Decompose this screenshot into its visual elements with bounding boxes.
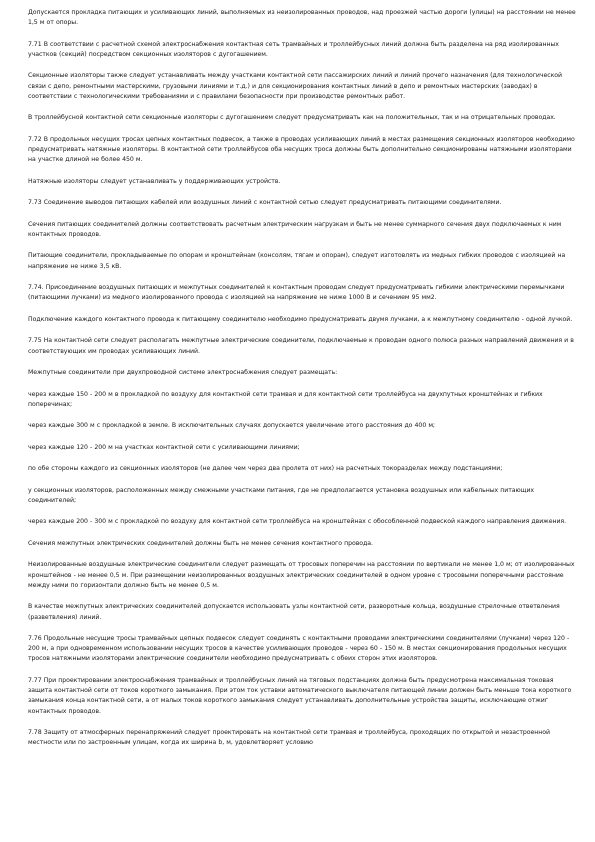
paragraph: через каждые 300 м с прокладкой в земле. В исключительных случаях допускается увеличение этого расстояния до 400 м; xyxy=(28,422,435,430)
paragraph: у секционных изоляторов, расположенных между смежными участками питания, где не предполагается установка воздушных или кабельных питающих соединителей; xyxy=(28,486,535,504)
paragraph: через каждые 120 - 200 м на участках контактной сети с усиливающими линиями; xyxy=(28,443,300,451)
paragraph: 7.78 Защиту от атмосферных перенапряжений следует проектировать на контактной сети трамвая и троллейбуса, проходящих по открытой и незастроенной местности или по застроенным улицам, когда их ширина b, м, удовлетворяет условию xyxy=(28,729,550,747)
paragraph: 7.77 При проектировании электроснабжения трамвайных и троллейбусных линий на тяговых подстанциях должна быть предусмотрена максимальная токовая защита контактной сети от токов короткого замыкания. При этом ток уставки автоматического выключателя питающей линии должен быть меньше тока короткого замыкания конца контактной сети, а от малых токов короткого замыкания следует устанавливать дополнительные устройства защиты, исключающие отжиг контактных проводов. xyxy=(28,676,572,715)
paragraph: Сечения питающих соединителей должны соответствовать расчетным электрическим нагрузкам и быть не менее суммарного сечения двух подключаемых к ним контактных проводов. xyxy=(28,220,562,238)
paragraph: Допускается прокладка питающих и усиливающих линий, выполняемых из неизолированных проводов, над проезжей частью дороги (улицы) на расстоянии не менее 1,5 м от опоры. xyxy=(28,9,576,27)
paragraph: 7.74. Присоединение воздушных питающих и межпутных соединителей к контактным проводам следует предусматривать гибкими электрическими перемычками (питающими лучками) из медного изолированного провода с изоляцией на напряжение не ниже 1000 В и сечением 95 мм2. xyxy=(28,284,565,302)
paragraph: Сечения межпутных электрических соединителей должны быть не менее сечения контактного провода. xyxy=(28,539,373,547)
paragraph: по обе стороны каждого из секционных изоляторов (не далее чем через два пролета от них) на расчетных токоразделах между подстанциями; xyxy=(28,465,503,473)
paragraph: В троллейбусной контактной сети секционные изоляторы с дугогашением следует предусматривать как на положительных, так и на отрицательных проводах. xyxy=(28,114,556,122)
paragraph: Подключение каждого контактного провода к питающему соединителю необходимо предусматривать двумя лучками, а к межпутному соединителю - одной лучкой. xyxy=(28,315,573,323)
paragraph: Натяжные изоляторы следует устанавливать у поддерживающих устройств. xyxy=(28,177,281,185)
paragraph: через каждые 150 - 200 м в прокладкой по воздуху для контактной сети трамвая и для контактной сети троллейбуса на двухпутных кронштейнах и гибких поперечинах; xyxy=(28,390,543,408)
paragraph: 7.73 Соединение выводов питающих кабелей или воздушных линий с контактной сетью следует предусматривать питающими соединителями. xyxy=(28,199,502,207)
paragraph: 7.76 Продольные несущие тросы трамвайных цепных подвесок следует соединять с контактными проводами электрическими соединителями (лучками) через 120 - 200 м, а при одновременном использовании несущих тросов в качестве усиливающих проводов - через 60 - 150 м. В местах секционирования продольных несущих тросов натяжными изоляторами электрические соединители необходимо предусматривать с обеих сторон этих изоляторов. xyxy=(28,635,570,663)
paragraph: 7.71 В соответствии с расчетной схемой электроснабжения контактная сеть трамвайных и троллейбусных линий должна быть разделена на ряд изолированных участков (секций) посредством секционных изоляторов с дугогашением. xyxy=(28,40,559,58)
paragraph: Неизолированные воздушные электрические соединители следует размещать от тросовых поперечин на расстоянии по вертикали не менее 1,0 м; от изолированных кронштейнов - не менее 0,5 м. При размещении неизолированных воздушных электрических соединителей в одном уровне с тросовыми поперечными расстояние между ними по горизонтали должно быть не менее 0,5 м. xyxy=(28,561,575,589)
paragraph: 7.75 На контактной сети следует располагать межпутные электрические соединители, подключаемые к проводам одного полюса разных направлений движения и в соответствующих им проводах усиливающих линий. xyxy=(28,337,574,355)
document-page xyxy=(28,8,576,760)
paragraph: через каждые 200 - 300 м с прокладкой по воздуху для контактной сети троллейбуса на кронштейнах с обособленной подвеской каждого направления движения. xyxy=(28,518,567,526)
paragraph: В качестве межпутных электрических соединителей допускается использовать узлы контактной сети, разворотные кольца, воздушные стрелочные ответвления (разветвления) линий. xyxy=(28,603,560,621)
paragraph: Межпутные соединители при двухпроводной системе электроснабжения следует размещать: xyxy=(28,369,338,377)
paragraph: Питающие соединители, прокладываемые по опорам и кронштейнам (консолям, тягам и опорам), следует изготовлять из медных гибких проводов с изоляцией на напряжение не ниже 3,5 кВ. xyxy=(28,252,566,270)
paragraph: 7.72 В продольных несущих тросах цепных контактных подвесок, а также в проводах усиливающих линий в местах размещения секционных изоляторов необходимо предусматривать натяжные изоляторы. В контактной сети троллейбусов оба несущих троса должны быть дополнительно секционированы натяжными изоляторами на участке длиной не более 450 м. xyxy=(28,135,575,164)
paragraph: Секционные изоляторы также следует устанавливать между участками контактной сети пассажирских линий и линий прочего назначения (для технологической связи с депо, ремонтными мастерскими, грузовыми линиями и т.д.) и для секционирования контактных линий в депо и ремонтных мастерских (заводах) в соответствии с технологическими требованиями и с правилами безопасности при производстве ремонтных работ. xyxy=(28,72,563,100)
